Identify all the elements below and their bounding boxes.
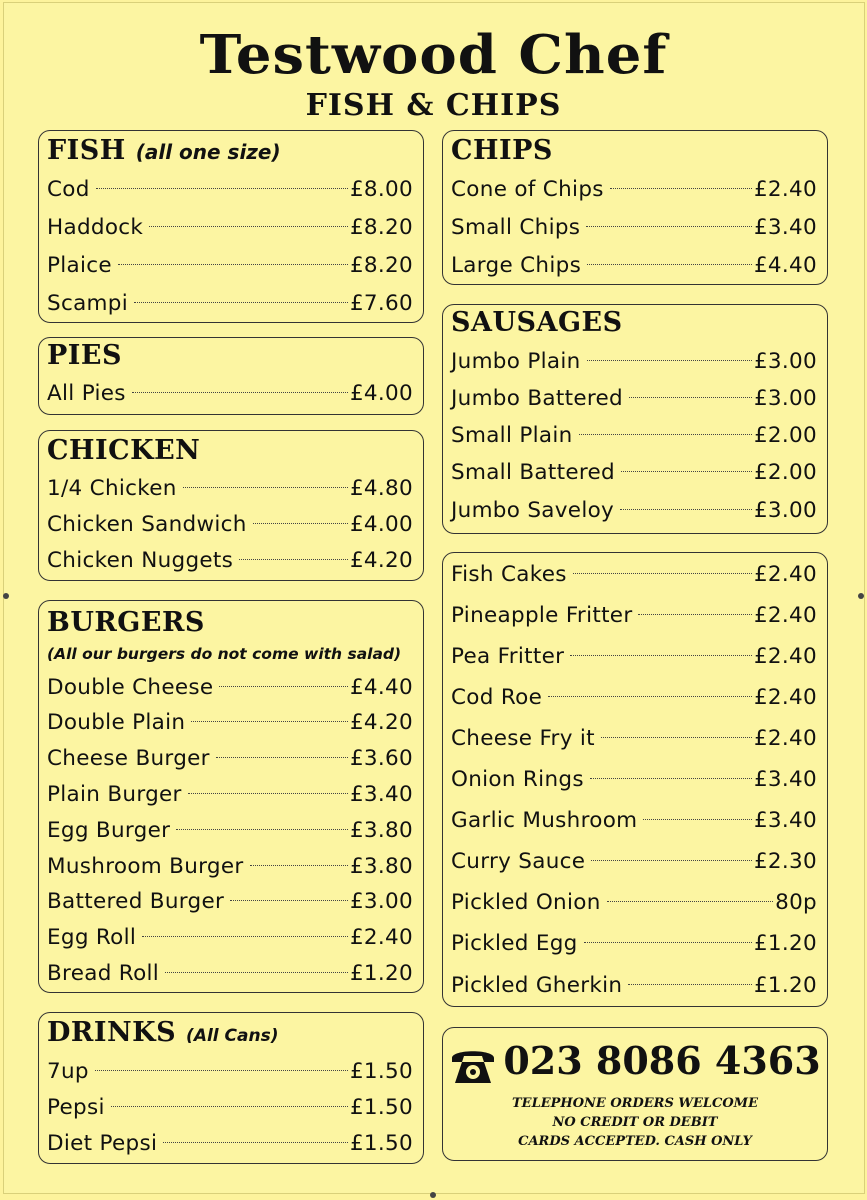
dot-leader — [165, 972, 348, 973]
registration-mark-right — [858, 593, 864, 599]
dot-leader — [239, 559, 348, 560]
item-name: Battered Burger — [47, 889, 225, 915]
item-name: Pickled Gherkin — [451, 972, 623, 998]
item-price: £2.40 — [753, 643, 817, 669]
dot-leader — [629, 397, 752, 398]
chicken-title: CHICKEN — [47, 435, 201, 466]
dot-leader — [548, 696, 752, 697]
registration-mark-bottom — [430, 1192, 436, 1198]
item-price: £2.30 — [753, 849, 817, 875]
item-price: £3.40 — [753, 214, 817, 240]
item-name: Cone of Chips — [451, 176, 604, 202]
sausages-menu-item — [451, 495, 817, 525]
item-price: £4.20 — [349, 710, 413, 736]
item-name: All Pies — [47, 380, 126, 406]
item-price: £3.40 — [753, 767, 817, 792]
fish-menu-item — [47, 250, 413, 280]
extras-section — [442, 552, 828, 1007]
item-price: £3.80 — [349, 853, 413, 879]
item-name: Small Chips — [451, 214, 581, 240]
item-price: £8.20 — [349, 252, 413, 278]
item-price: 80p — [775, 890, 817, 916]
fish-menu-item — [47, 174, 413, 204]
dot-leader — [191, 721, 348, 722]
dot-leader — [590, 778, 752, 779]
dot-leader — [188, 793, 348, 794]
telephone-icon — [449, 1044, 497, 1086]
item-name: Double Cheese — [47, 674, 214, 700]
chips-title: CHIPS — [451, 135, 553, 166]
burgers-menu-item — [47, 923, 413, 953]
item-name: Pineapple Fritter — [451, 602, 633, 628]
item-price: £2.00 — [753, 423, 817, 449]
item-price: £1.50 — [349, 1094, 413, 1120]
shop-name: Testwood Chef — [199, 23, 668, 87]
chips-menu-item — [451, 174, 817, 204]
item-price: £4.40 — [349, 674, 413, 700]
dot-leader — [601, 737, 752, 738]
contact-line-2: NO CREDIT OR DEBIT — [552, 1115, 718, 1130]
item-name: Pea Fritter — [451, 643, 565, 669]
extras-menu-item — [451, 765, 817, 795]
fish-menu-item — [47, 212, 413, 242]
shop-subtitle: FISH & CHIPS — [305, 88, 562, 123]
fish-section — [38, 130, 424, 323]
dot-leader — [620, 509, 752, 510]
item-price: £8.20 — [349, 214, 413, 240]
pies-menu-item — [47, 378, 413, 408]
fish-heading — [47, 135, 281, 166]
drinks-menu-item — [47, 1092, 413, 1122]
item-name: Onion Rings — [451, 767, 584, 792]
item-name: 1/4 Chicken — [47, 475, 177, 501]
sausages-menu-item — [451, 421, 817, 451]
item-name: Double Plain — [47, 710, 186, 736]
contact-line-1: TELEPHONE ORDERS WELCOME — [512, 1096, 758, 1111]
item-name: Fish Cakes — [451, 561, 567, 587]
item-name: Haddock — [47, 214, 144, 240]
extras-menu-item — [451, 641, 817, 671]
item-price: £1.20 — [753, 972, 817, 998]
item-name: Curry Sauce — [451, 849, 586, 875]
item-name: Cod — [47, 176, 90, 202]
extras-menu-item — [451, 929, 817, 959]
item-name: Jumbo Plain — [451, 348, 581, 374]
extras-menu-item — [451, 888, 817, 918]
item-price: £3.40 — [753, 808, 817, 834]
burgers-menu-item — [47, 672, 413, 702]
pies-section — [38, 337, 424, 415]
item-name: 7up — [47, 1058, 89, 1084]
item-price: £2.40 — [753, 561, 817, 587]
item-price: £3.00 — [753, 497, 817, 523]
item-name: Diet Pepsi — [47, 1130, 158, 1156]
dot-leader — [183, 487, 348, 488]
item-price: £2.00 — [753, 460, 817, 486]
dot-leader — [584, 942, 752, 943]
item-name: Pepsi — [47, 1094, 105, 1120]
dot-leader — [579, 434, 752, 435]
sausages-title: SAUSAGES — [451, 307, 623, 338]
burgers-menu-item — [47, 958, 413, 988]
contact-notes — [443, 1094, 827, 1151]
sausages-menu-item — [451, 346, 817, 376]
chicken-section — [38, 430, 424, 581]
dot-leader — [586, 226, 752, 227]
dot-leader — [163, 1142, 348, 1143]
item-price: £3.00 — [753, 348, 817, 374]
extras-menu-item — [451, 806, 817, 836]
item-name: Small Battered — [451, 460, 616, 486]
item-name: Scampi — [47, 290, 129, 316]
extras-menu-item — [451, 682, 817, 712]
extras-menu-item — [451, 600, 817, 630]
dot-leader — [142, 936, 348, 937]
item-name: Pickled Egg — [451, 931, 578, 957]
item-name: Garlic Mushroom — [451, 808, 638, 834]
burgers-menu-item — [47, 815, 413, 845]
item-price: £3.40 — [349, 781, 413, 807]
dot-leader — [118, 264, 348, 265]
chicken-menu-item — [47, 509, 413, 539]
chicken-menu-item — [47, 473, 413, 503]
chips-menu-item — [451, 212, 817, 242]
burgers-menu-item — [47, 708, 413, 738]
chips-menu-item — [451, 250, 817, 280]
dot-leader — [573, 573, 752, 574]
dot-leader — [628, 984, 752, 985]
burgers-section — [38, 600, 424, 993]
dot-leader — [643, 819, 752, 820]
item-price: £1.20 — [753, 931, 817, 957]
burgers-menu-item — [47, 887, 413, 917]
item-price: £1.50 — [349, 1130, 413, 1156]
fish-title: FISH — [47, 135, 126, 166]
item-name: Chicken Nuggets — [47, 547, 234, 573]
item-price: £2.40 — [753, 602, 817, 628]
item-name: Small Plain — [451, 423, 573, 449]
drinks-subtitle: (All Cans) — [186, 1026, 279, 1046]
item-price: £1.50 — [349, 1058, 413, 1084]
item-name: Bread Roll — [47, 960, 160, 986]
item-price: £8.00 — [349, 176, 413, 202]
item-price: £2.40 — [753, 684, 817, 710]
item-name: Plaice — [47, 252, 112, 278]
extras-menu-item — [451, 723, 817, 753]
item-name: Plain Burger — [47, 781, 182, 807]
dot-leader — [230, 900, 348, 901]
extras-menu-item — [451, 559, 817, 589]
dot-leader — [95, 1070, 348, 1071]
item-name: Jumbo Battered — [451, 385, 624, 411]
fish-menu-item — [47, 288, 413, 318]
item-name: Egg Roll — [47, 925, 137, 951]
item-name: Pickled Onion — [451, 890, 601, 916]
dot-leader — [96, 188, 348, 189]
item-price: £2.40 — [753, 176, 817, 202]
item-price: £7.60 — [349, 290, 413, 316]
dot-leader — [134, 302, 348, 303]
dot-leader — [587, 360, 752, 361]
dot-leader — [250, 865, 348, 866]
dot-leader — [591, 860, 752, 861]
pies-title: PIES — [47, 340, 123, 371]
dot-leader — [111, 1106, 348, 1107]
dot-leader — [253, 523, 348, 524]
drinks-section — [38, 1012, 424, 1164]
dot-leader — [610, 188, 752, 189]
item-name: Chicken Sandwich — [47, 511, 247, 537]
dot-leader — [570, 655, 752, 656]
fish-subtitle: (all one size) — [135, 140, 281, 164]
item-name: Egg Burger — [47, 817, 171, 843]
item-price: £2.40 — [753, 725, 817, 751]
item-price: £3.60 — [349, 746, 413, 772]
drinks-menu-item — [47, 1128, 413, 1158]
drinks-heading — [47, 1017, 278, 1048]
dot-leader — [607, 901, 773, 902]
chips-section — [442, 130, 828, 285]
item-name: Cod Roe — [451, 684, 543, 710]
burgers-menu-item — [47, 851, 413, 881]
dot-leader — [587, 264, 752, 265]
item-price: £1.20 — [349, 960, 413, 986]
dot-leader — [219, 686, 347, 687]
item-price: £4.80 — [349, 475, 413, 501]
dot-leader — [638, 614, 751, 615]
burgers-menu-item — [47, 779, 413, 809]
item-name: Large Chips — [451, 252, 582, 278]
item-price: £4.00 — [349, 380, 413, 406]
item-price: £3.00 — [349, 889, 413, 915]
extras-menu-item — [451, 847, 817, 877]
item-price: £3.00 — [753, 385, 817, 411]
item-price: £4.00 — [349, 511, 413, 537]
burgers-note: (All our burgers do not come with salad) — [47, 645, 402, 663]
drinks-title: DRINKS — [47, 1017, 177, 1048]
drinks-menu-item — [47, 1056, 413, 1086]
item-price: £3.80 — [349, 817, 413, 843]
item-name: Cheese Fry it — [451, 725, 595, 751]
item-price: £4.40 — [753, 252, 817, 278]
dot-leader — [621, 471, 752, 472]
phone-number: 023 8086 4363 — [503, 1038, 821, 1083]
burgers-menu-item — [47, 744, 413, 774]
sausages-section — [442, 304, 828, 534]
dot-leader — [216, 757, 348, 758]
chicken-menu-item — [47, 545, 413, 575]
dot-leader — [132, 392, 348, 393]
item-name: Cheese Burger — [47, 746, 210, 772]
extras-menu-item — [451, 970, 817, 1000]
contact-section — [442, 1027, 828, 1161]
sausages-menu-item — [451, 383, 817, 413]
sausages-menu-item — [451, 458, 817, 488]
burgers-title: BURGERS — [47, 607, 205, 638]
dot-leader — [149, 226, 348, 227]
registration-mark-left — [3, 593, 9, 599]
dot-leader — [176, 829, 348, 830]
item-price: £4.20 — [349, 547, 413, 573]
item-name: Mushroom Burger — [47, 853, 244, 879]
contact-line-3: CARDS ACCEPTED. CASH ONLY — [518, 1134, 752, 1149]
item-price: £2.40 — [349, 925, 413, 951]
item-name: Jumbo Saveloy — [451, 497, 615, 523]
phone-number-line — [443, 1038, 827, 1086]
